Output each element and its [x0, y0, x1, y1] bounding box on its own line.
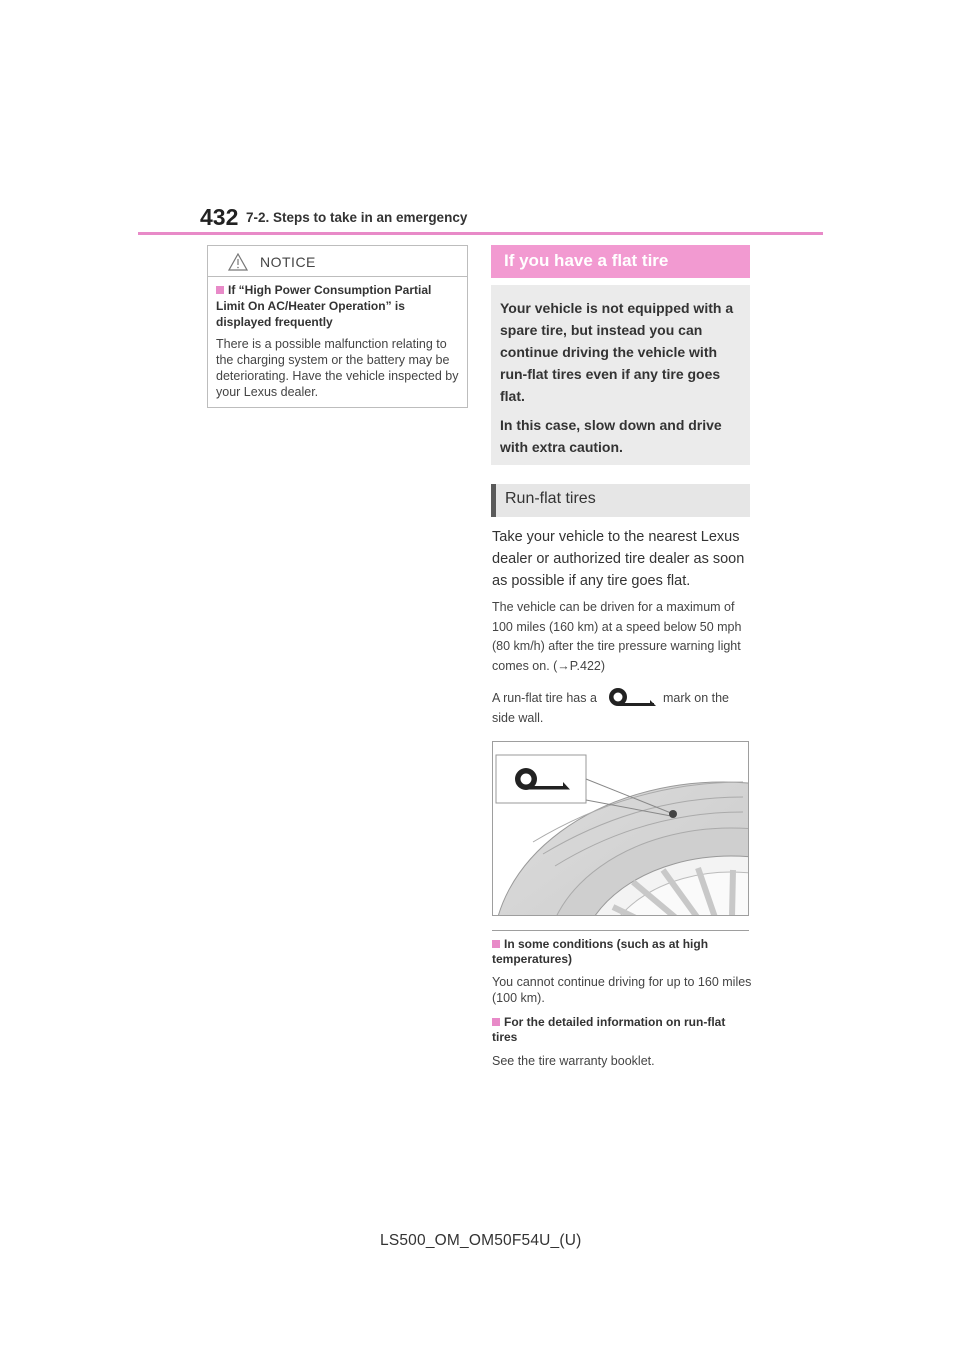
- section-title: 7-2. Steps to take in an emergency: [246, 210, 468, 225]
- detailed-info-body: See the tire warranty booklet.: [492, 1054, 655, 1068]
- runflat-mark-icon: [606, 686, 658, 708]
- tire-drawing: [493, 742, 748, 915]
- pink-square-bullet-icon: [492, 940, 500, 948]
- figure-divider: [492, 930, 749, 931]
- runflat-heading-bar: [491, 484, 750, 517]
- heading-accent-bar: [491, 484, 496, 517]
- info-paragraph-2: In this case, slow down and drive with extra caution.: [500, 417, 722, 455]
- flat-tire-banner: [491, 245, 750, 278]
- pink-square-bullet-icon: [216, 286, 224, 294]
- flat-tire-heading: If you have a flat tire: [504, 251, 669, 270]
- warning-triangle-icon: [228, 253, 248, 271]
- runflat-main-text: Take your vehicle to the nearest Lexus dealer or authorized tire dealer as soon as possible if any tire goes flat.: [492, 529, 745, 589]
- conditions-body: You cannot continue driving for up to 160 miles (100 km).: [492, 975, 752, 1005]
- conditions-heading: In some conditions (such as at high temperatures): [492, 937, 709, 966]
- tire-illustration: [492, 741, 749, 916]
- page-number: 432: [200, 204, 239, 230]
- runflat-detail-text: The vehicle can be driven for a maximum of 100 miles (160 km) at a speed below 50 mph (80 km/h) after the tire pressure warning light comes on. (→P.422): [492, 600, 742, 673]
- flat-tire-info-box: [491, 285, 750, 465]
- document-id: LS500_OM_OM50F54U_(U): [380, 1232, 582, 1249]
- notice-label: NOTICE: [260, 254, 316, 270]
- info-paragraph-1: Your vehicle is not equipped with a spare tire, but instead you can continue driving the vehicle with run-flat tires even if any tire goes flat.: [500, 300, 734, 404]
- pink-square-bullet-icon: [492, 1018, 500, 1026]
- runflat-heading: Run-flat tires: [505, 490, 596, 507]
- header-divider: [138, 232, 823, 235]
- notice-header: [208, 246, 467, 277]
- notice-body: There is a possible malfunction relating to the charging system or the battery may be deteriorating. Have the vehicle inspected by your Lexus dealer.: [216, 337, 459, 399]
- notice-title: If “High Power Consumption Partial Limit On AC/Heater Operation” is displayed frequently: [216, 283, 432, 329]
- notice-box: [207, 245, 468, 408]
- detailed-info-heading: For the detailed information on run-flat tires: [492, 1015, 726, 1044]
